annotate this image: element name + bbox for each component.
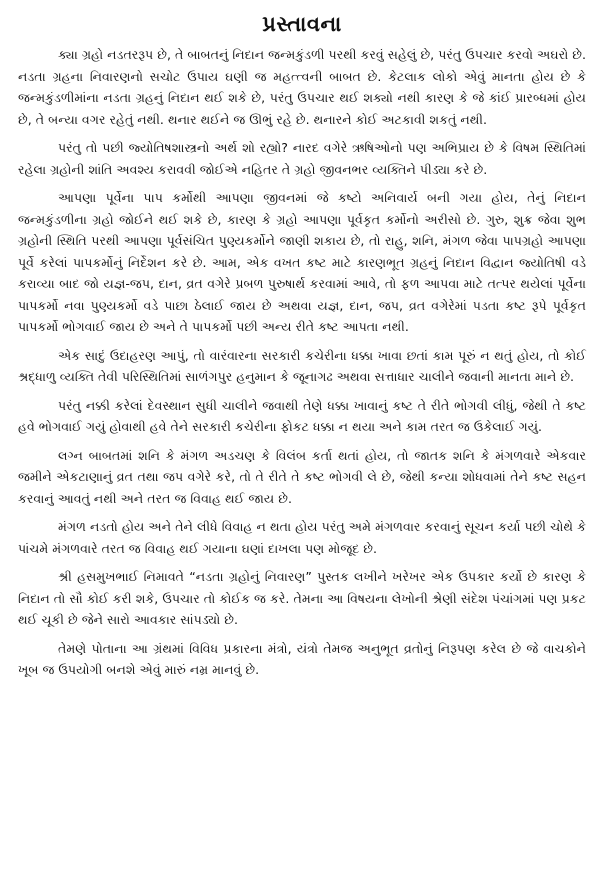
paragraph-7: મંગળ નડતો હોય અને તેને લીધે વિવાહ ન થતા હોય પરંતુ અમે મંગળવાર કરવાનું સૂચન કર્યા પછી ચોથે કે પાંચમે મંગળવારે તરત જ વિવાહ થઈ ગયાના ઘણાં દાખલા પણ મોજૂદ છે. <box>18 519 586 556</box>
paragraph-4: એક સાદું ઉદાહરણ આપું, તો વારંવારના સરકારી કચેરીના ધક્કા ખાવા છતાં કામ પૂરું ન થતું હોય, તો કોઈ શ્રદ્ધાળુ વ્યક્તિ તેવી પરિસ્થિતિમાં સાળંગપુર હનુમાન કે જૂનાગઢ અથવા સત્તાધાર ચાલીને જવાની માનતા માને છે. <box>18 347 586 384</box>
paragraph-9: તેમણે પોતાના આ ગ્રંથમાં વિવિધ પ્રકારના મંત્રો, યંત્રો તેમજ અનુભૂત વ્રતોનું નિરૂપણ કરેલ છે જે વાચકોને ખૂબ જ ઉપયોગી બનશે એવું મારું નમ્ર માનવું છે. <box>18 640 586 677</box>
paragraph-1: ક્યા ગ્રહો નડતરરૂપ છે, તે બાબતનું નિદાન જન્મકુંડળી પરથી કરવું સહેલું છે, પરંતુ ઉપચાર કરવો અઘરો છે. નડતા ગ્રહના નિવારણનો સચોટ ઉપાય ઘણી જ મહત્ત્વની બાબત છે. કેટલાક લોકો એવું માનતા હોય છે કે જન્મકુંડળીમાંના નડતા ગ્રહનું નિદાન થઈ શકે છે, પરંતુ ઉપચાર થઈ શક્યો નથી કારણ કે જે કાંઈ પ્રારબ્ધમાં હોય છે, તે બન્યા વગર રહેતું નથી. થનાર થઈને જ ઊભું રહે છે. થનારને કોઈ અટકાવી શકતું નથી. <box>18 47 586 127</box>
paragraph-6: લગ્ન બાબતમાં શનિ કે મંગળ અડચણ કે વિલંબ કર્તા થતાં હોય, તો જાતક શનિ કે મંગળવારે એકવાર જમીને એકટાણાનું વ્રત તથા જપ વગેરે કરે, તો તે રીતે તે કષ્ટ ભોગવી લે છે, જેથી કન્યા શોધવામાં તેને કષ્ટ સહન કરવાનું આવતું નથી અને તરત જ વિવાહ થઈ જાય છે. <box>18 447 586 506</box>
paragraph-3: આપણા પૂર્વેના પાપ કર્મોથી આપણા જીવનમાં જે કષ્ટો અનિવાર્ય બની ગયા હોય, તેનું નિદાન જન્મકુંડળીના ગ્રહો જોઈને થઈ શકે છે, કારણ કે ગ્રહો આપણા પૂર્વકૃત કર્મોનો અરીસો છે. ગુરુ, શુક્ર જેવા શુભ ગ્રહોની સ્થિતિ પરથી આપણા પૂર્વસંચિત પુણ્યકર્મોને જાણી શકાય છે, તો રાહુ, શનિ, મંગળ જેવા પાપગ્રહો આપણા પૂર્વે કરેલાં પાપકર્મોનું નિર્દેશન કરે છે. આમ, એક વખત કષ્ટ માટે કારણભૂત ગ્રહનું નિદાન વિદ્વાન જ્યોતિષી વડે કરાવ્યા બાદ જો યજ્ઞ-જપ, દાન, વ્રત વગેરે પ્રબળ પુરુષાર્થ કરવામાં આવે, તો ફળ આપવા માટે તત્પર થયેલાં પૂર્વેના પાપકર્મો નવા પુણ્યકર્મો વડે પાછા ઠેલાઈ જાય છે અથવા યજ્ઞ, દાન, જપ, વ્રત વગેરેમાં પડતા કષ્ટ રૂપે પૂર્વકૃત પાપકર્મો ભોગવાઈ જાય છે અને તે પાપકર્મો પછી અન્ય રીતે કષ્ટ આપતા નથી. <box>18 190 586 334</box>
document-page <box>18 10 586 882</box>
page-title: પ્રસ્તાવના <box>262 12 342 36</box>
paragraph-8: શ્રી હસમુખભાઈ નિમાવતે “નડતા ગ્રહોનું નિવારણ” પુસ્તક લખીને ખરેખર એક ઉપકાર કર્યો છે કારણ કે નિદાન તો સૌ કોઈ કરી શકે, ઉપચાર તો કોઈક જ કરે. તેમના આ વિષયના લેખોની શ્રેણી સંદેશ પંચાંગમાં પણ પ્રકટ થઈ ચૂકી છે જેને સારો આવકાર સાંપડ્યો છે. <box>18 569 586 627</box>
paragraph-2: પરંતુ તો પછી જ્યોતિષશાસ્ત્રનો અર્થ શો રહ્યો? નારદ વગેરે ઋષિઓનો પણ અભિપ્રાય છે કે વિષમ સ્થિતિમાં રહેલા ગ્રહોની શાંતિ અવશ્ય કરાવવી જોઈએ નહિતર તે ગ્રહો જીવનભર વ્યક્તિને પીડ્યા કરે છે. <box>18 140 586 177</box>
paragraph-5: પરંતુ નક્કી કરેલાં દેવસ્થાન સુધી ચાલીને જવાથી તેણે ધક્કા ખાવાનું કષ્ટ તે રીતે ભોગવી લીધું, જેથી તે કષ્ટ હવે ભોગવાઈ ગયું હોવાથી હવે તેને સરકારી કચેરીના ફોકટ ધક્કા ન થયા અને કામ તરત જ ઉકેલાઈ ગયું. <box>18 397 586 434</box>
